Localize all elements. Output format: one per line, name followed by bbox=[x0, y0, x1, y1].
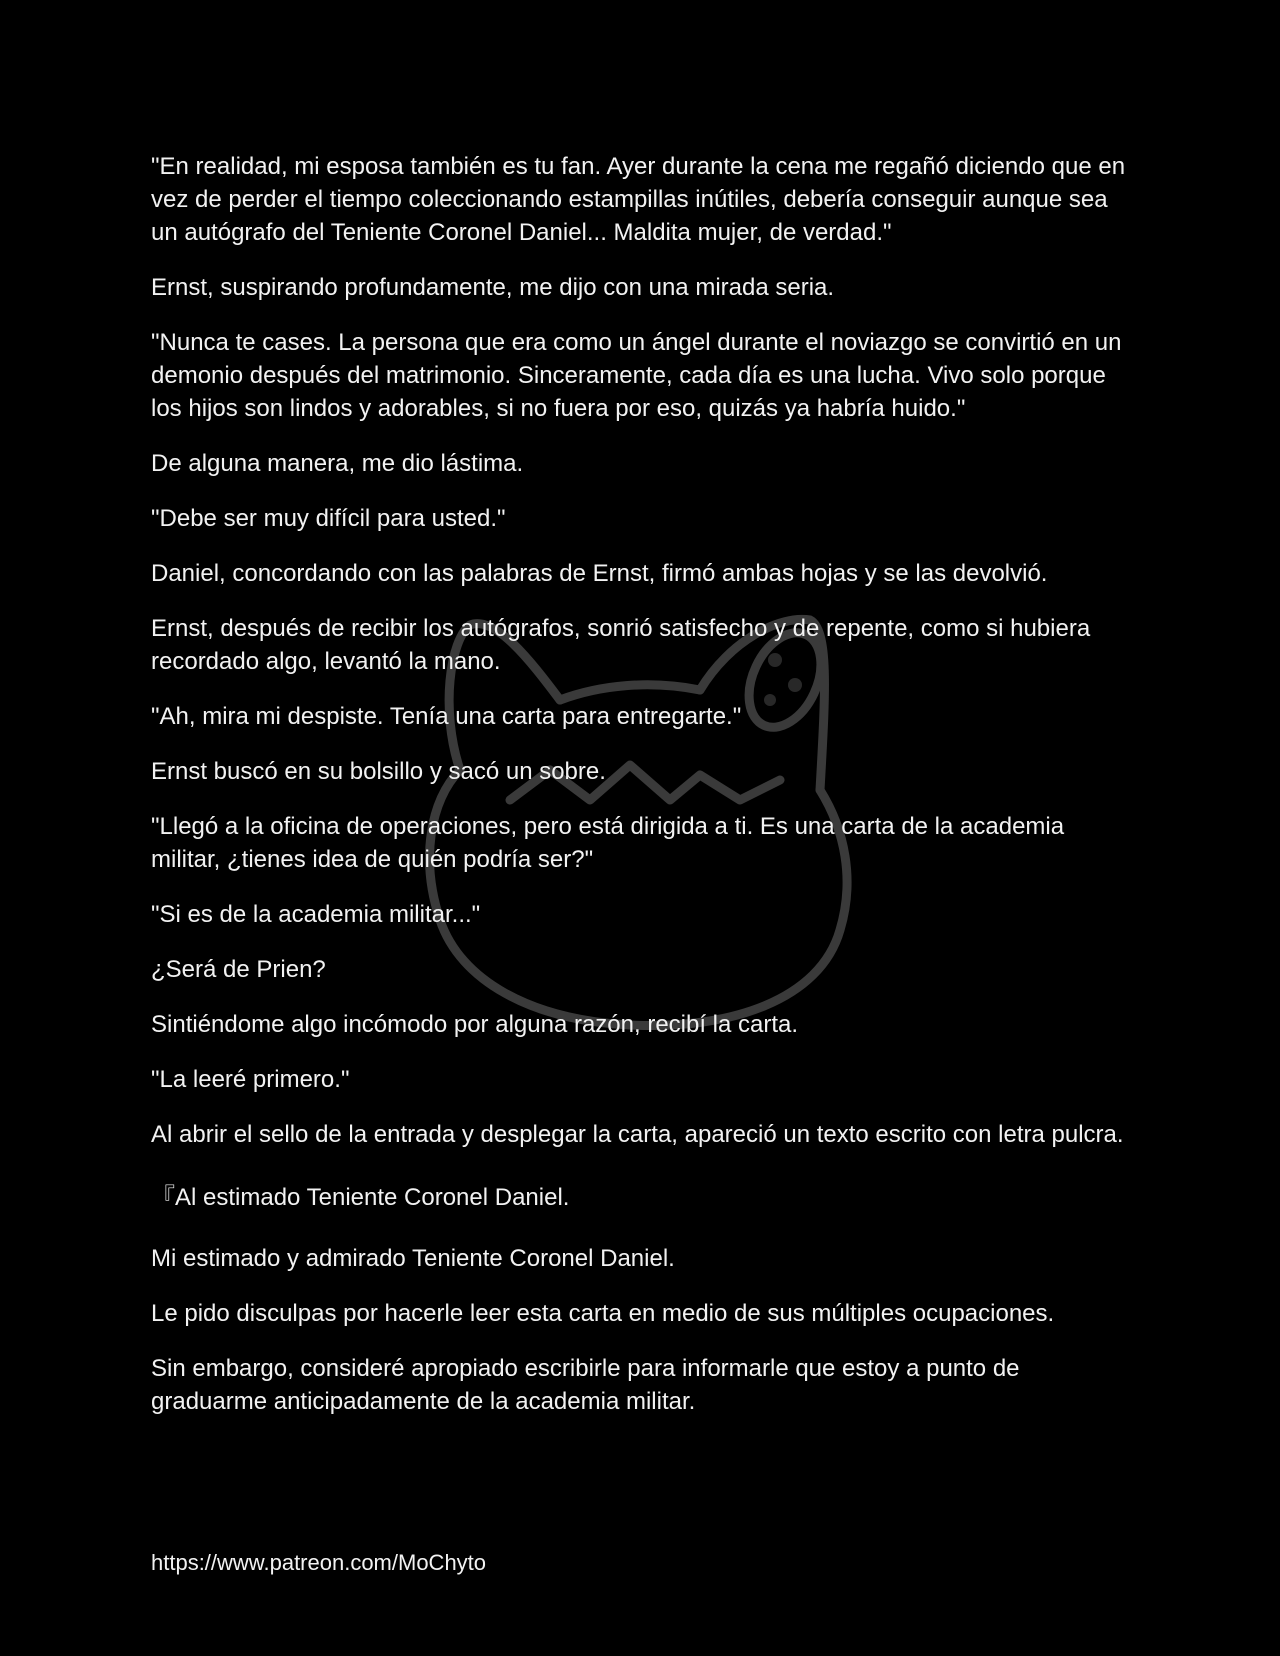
paragraph: ¿Será de Prien? bbox=[151, 956, 326, 983]
paragraph: "La leeré primero." bbox=[151, 1066, 350, 1093]
paragraph: "Debe ser muy difícil para usted." bbox=[151, 505, 506, 532]
paragraph: "Llegó a la oficina de operaciones, pero está dirigida a ti. Es una carta de la academia militar, ¿tienes idea de quién podría ser?" bbox=[151, 813, 1065, 873]
paragraph: De alguna manera, me dio lástima. bbox=[151, 450, 524, 477]
patreon-link[interactable]: https://www.patreon.com/MoChyto bbox=[151, 1550, 487, 1575]
paragraph: Ernst, suspirando profundamente, me dijo con una mirada seria. bbox=[151, 274, 835, 301]
document-body bbox=[151, 150, 1131, 1440]
paragraph: "Si es de la academia militar..." bbox=[151, 901, 481, 928]
paragraph: Daniel, concordando con las palabras de Ernst, firmó ambas hojas y se las devolvió. bbox=[151, 560, 1048, 587]
paragraph: Le pido disculpas por hacerle leer esta carta en medio de sus múltiples ocupaciones. bbox=[151, 1300, 1055, 1327]
paragraph: Al abrir el sello de la entrada y desplegar la carta, apareció un texto escrito con letra pulcra. bbox=[151, 1121, 1124, 1148]
paragraph: "Nunca te cases. La persona que era como un ángel durante el noviazgo se convirtió en un demonio después del matrimonio. Sinceramente, cada día es una lucha. Vivo solo porque los hijos son lindos y adorables, si no fuera por eso, quizás ya habría huido." bbox=[151, 329, 1122, 422]
paragraph: Sintiéndome algo incómodo por alguna razón, recibí la carta. bbox=[151, 1011, 799, 1038]
letter-salutation: 『Al estimado Teniente Coronel Daniel. bbox=[151, 1184, 570, 1211]
paragraph: Sin embargo, consideré apropiado escribirle para informarle que estoy a punto de graduarme anticipadamente de la academia militar. bbox=[151, 1355, 1020, 1415]
paragraph: Ernst, después de recibir los autógrafos, sonrió satisfecho y de repente, como si hubiera recordado algo, levantó la mano. bbox=[151, 615, 1091, 675]
paragraph: "En realidad, mi esposa también es tu fan. Ayer durante la cena me regañó diciendo que en vez de perder el tiempo coleccionando estampillas inútiles, debería conseguir aunque sea un autógrafo del Teniente Coronel Daniel... Maldita mujer, de verdad." bbox=[151, 153, 1126, 246]
paragraph: Ernst buscó en su bolsillo y sacó un sobre. bbox=[151, 758, 606, 785]
paragraph: "Ah, mira mi despiste. Tenía una carta para entregarte." bbox=[151, 703, 742, 730]
paragraph: Mi estimado y admirado Teniente Coronel Daniel. bbox=[151, 1245, 675, 1272]
